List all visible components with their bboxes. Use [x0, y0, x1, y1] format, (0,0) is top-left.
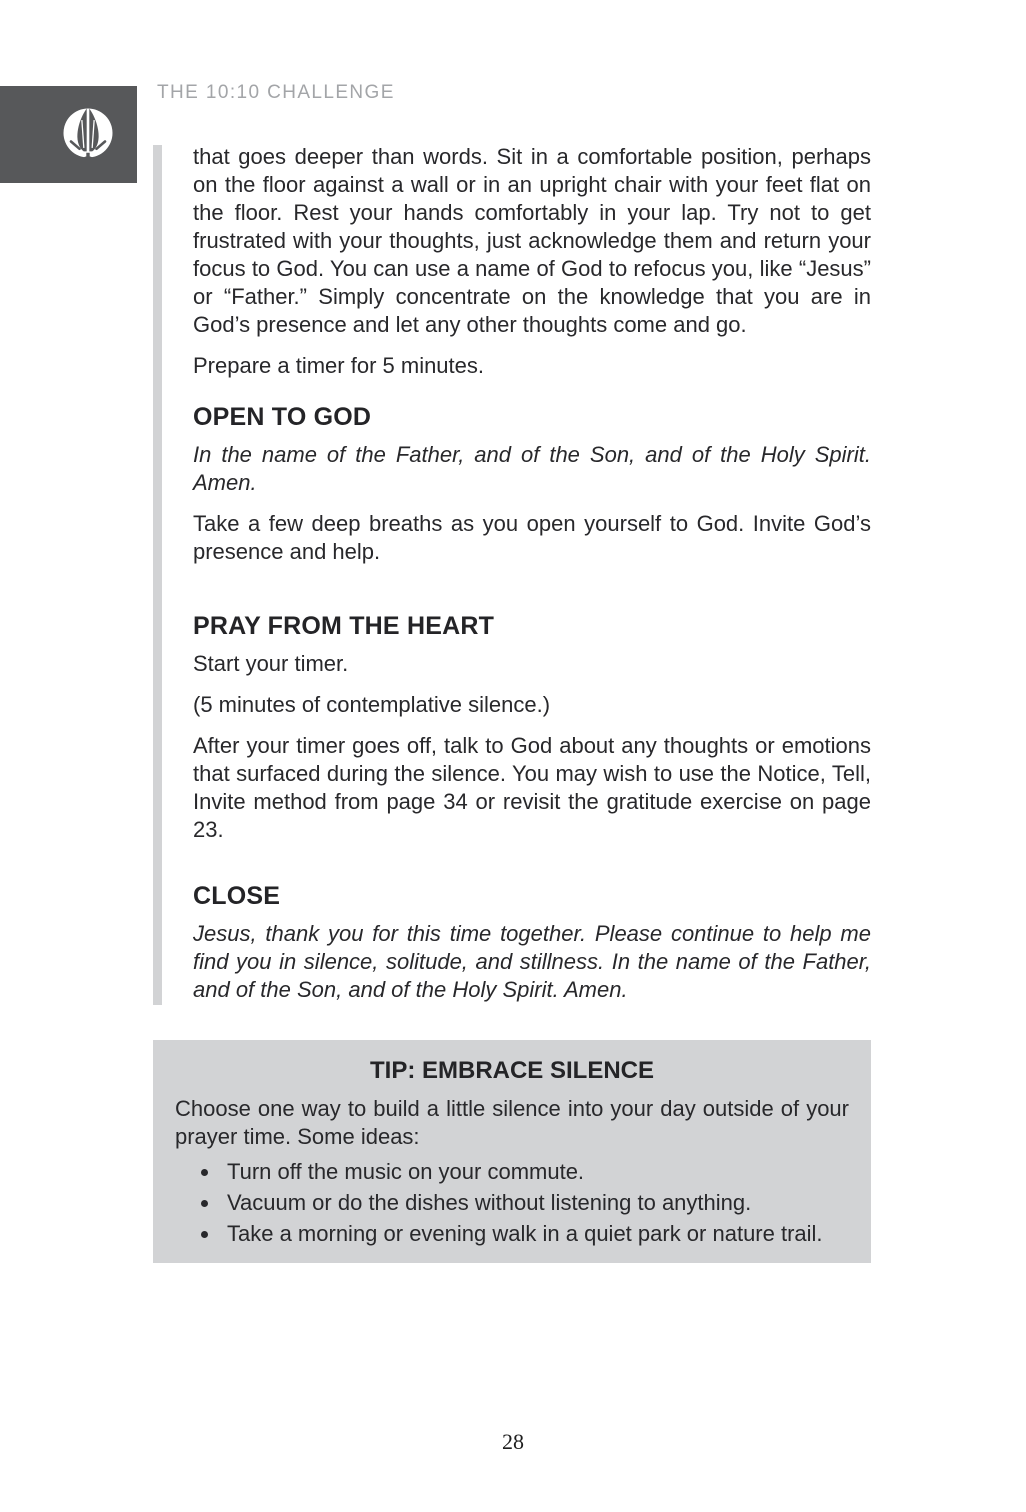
pray-body-text: After your timer goes off, talk to God about any thoughts or emotions that surfaced during the silence. You may wish to use the Notice, Tell, Invite method from page 34 or revisit the gratitude exercise on page 23. [193, 733, 871, 842]
page-number: 28 [502, 1429, 524, 1454]
open-prayer-text: In the name of the Father, and of the Son, and of the Holy Spirit. Amen. [193, 442, 871, 495]
tip-list-item: • Take a morning or evening walk in a quiet park or nature trail. [221, 1218, 849, 1249]
content-left-rule [153, 145, 162, 1005]
main-text-column [193, 143, 871, 1017]
tip-list-item: • Vacuum or do the dishes without listening to anything. [221, 1187, 849, 1218]
intro-paragraph: that goes deeper than words. Sit in a comfortable position, perhaps on the floor against a wall or in an upright chair with your feet flat on the floor. Rest your hands comfortably in your lap. Try not to get frustrated with your thoughts, just acknowledge them and return your focus to God. You can use a name of God to refocus you, like “Jesus” or “Father.” Simply concentrate on the knowledge that you are in God’s presence and let any other thoughts come and go. [193, 144, 871, 337]
brand-logo-box [0, 86, 137, 183]
running-head-title: THE 10:10 CHALLENGE [157, 82, 395, 103]
praying-hands-icon [0, 86, 137, 183]
pray-step-1: Start your timer. [193, 651, 349, 676]
pray-step-2: (5 minutes of contemplative silence.) [193, 692, 551, 717]
close-prayer-text: Jesus, thank you for this time together. Please continue to help me find you in silence, solitude, and stillness. In the name of the Father, and of the Son, and of the Holy Spirit. Amen. [193, 921, 871, 1002]
open-body-text: Take a few deep breaths as you open yourself to God. Invite God’s presence and help. [193, 511, 871, 564]
tip-box-heading: TIP: EMBRACE SILENCE [369, 1057, 654, 1084]
tip-box-intro: Choose one way to build a little silence into your day outside of your prayer time. Some ideas: [175, 1096, 849, 1149]
tip-list [175, 1156, 849, 1249]
section-heading-close: CLOSE [193, 882, 281, 910]
tip-box [153, 1040, 871, 1263]
section-heading-pray-from-the-heart: PRAY FROM THE HEART [193, 612, 495, 640]
section-heading-open-to-god: OPEN TO GOD [193, 403, 372, 431]
tip-list-item: • Turn off the music on your commute. [221, 1156, 849, 1187]
timer-note: Prepare a timer for 5 minutes. [193, 353, 485, 378]
